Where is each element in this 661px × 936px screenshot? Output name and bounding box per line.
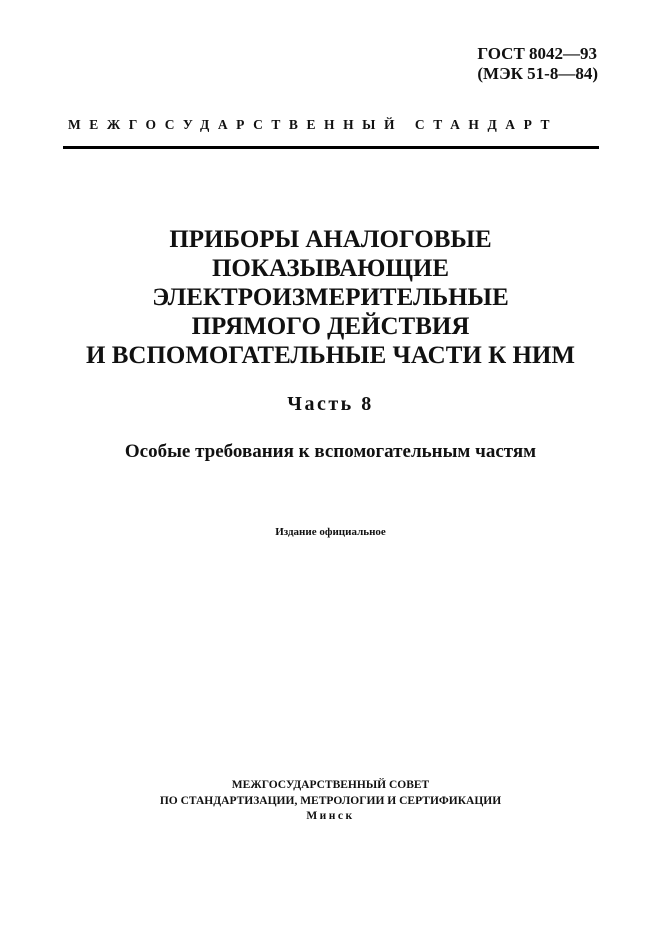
gost-code: ГОСТ 8042—93 [477, 44, 598, 63]
title-line: ПРЯМОГО ДЕЙСТВИЯ [191, 313, 470, 340]
title-line: ПРИБОРЫ АНАЛОГОВЫЕ [169, 226, 492, 253]
header-divider [63, 146, 599, 149]
interstate-standard-label: МЕЖГОСУДАРСТВЕННЫЙ СТАНДАРТ [68, 117, 559, 132]
publisher-line-2: ПО СТАНДАРТИЗАЦИИ, МЕТРОЛОГИИ И СЕРТИФИКАЦИИ [159, 794, 502, 807]
document-title [0, 225, 661, 370]
iec-code: (МЭК 51-8—84) [477, 64, 598, 83]
document-codes [477, 44, 598, 84]
title-line: И ВСПОМОГАТЕЛЬНЫЕ ЧАСТИ К НИМ [86, 342, 575, 369]
edition-note: Издание официальное [275, 526, 386, 538]
part-number: Часть 8 [287, 393, 374, 415]
title-line: ЭЛЕКТРОИЗМЕРИТЕЛЬНЫЕ [152, 284, 509, 311]
publisher-city: Минск [306, 810, 355, 822]
document-subtitle: Особые требования к вспомогательным частям [124, 441, 537, 462]
title-line: ПОКАЗЫВАЮЩИЕ [211, 255, 450, 282]
publisher-block [0, 778, 661, 825]
publisher-line-1: МЕЖГОСУДАРСТВЕННЫЙ СОВЕТ [231, 779, 430, 791]
